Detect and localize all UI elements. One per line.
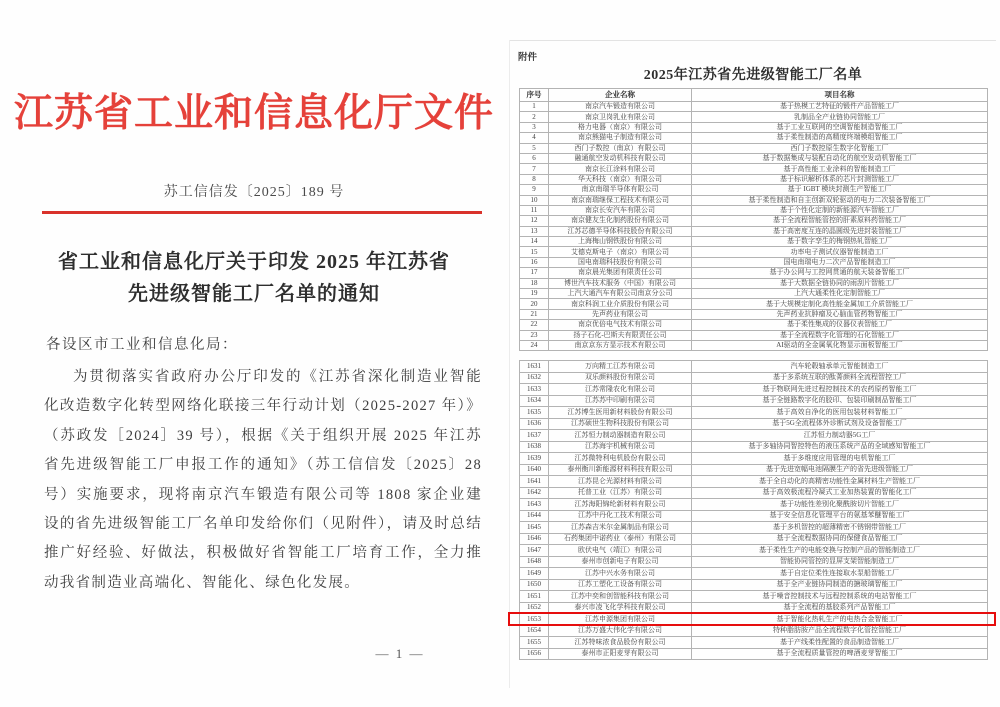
factory-table-top (519, 88, 988, 351)
cell-no: 11 (520, 205, 549, 215)
cell-no: 21 (520, 309, 549, 319)
cell-no: 8 (520, 174, 549, 184)
cell-project: 国电南瑞电力二次产品智能制造工厂 (692, 257, 988, 267)
table-row (520, 257, 988, 267)
cell-project: 基于高效自净化的医用包装材料智能工厂 (692, 407, 988, 419)
cell-project: 基于柔性生产的电能变换与控制产品的智能制造工厂 (692, 545, 988, 557)
cell-no: 1635 (520, 407, 549, 419)
cell-no: 1648 (520, 556, 549, 568)
cell-project: 基于多轴协同智控特色的液压系统产品的全域感知智能工厂 (692, 441, 988, 453)
salutation: 各设区市工业和信息化局： (46, 337, 238, 353)
table-row (520, 174, 988, 184)
table-row (520, 384, 988, 396)
cell-project: 基于全流程的基胶系列产品智能工厂 (692, 602, 988, 614)
cell-project: 基于先进宽幅电池隔膜生产的省先进级智能工厂 (692, 464, 988, 476)
cell-no: 1640 (520, 464, 549, 476)
cell-no: 1634 (520, 395, 549, 407)
page-edge (509, 40, 510, 688)
cell-project: 基于数字孪生的梅钢热轧智能工厂 (692, 237, 988, 247)
cell-project: 基于大规模定制化高性能金属加工介质智能工厂 (692, 299, 988, 309)
cell-company: 江苏海阳锦纶新材料有限公司 (549, 499, 692, 511)
red-divider-rule (42, 211, 482, 214)
table-row (520, 330, 988, 340)
table-row (520, 556, 988, 568)
cell-project: 基于多机智控的超薄精密不锈钢带智能工厂 (692, 522, 988, 534)
cell-company: 万向精工江苏有限公司 (549, 361, 692, 373)
cell-project: 基于高性能工业涂料的智能制造工厂 (692, 164, 988, 174)
document-number: 苏工信信发〔2025〕189 号 (163, 185, 345, 200)
cell-no: 12 (520, 216, 549, 226)
cell-project: 基于全链路数字化的胶印、包装印刷制品智能工厂 (692, 395, 988, 407)
cell-project: 基于 IGBT 模块封测生产智能工厂 (692, 185, 988, 195)
cell-no: 10 (520, 195, 549, 205)
table-row (520, 205, 988, 215)
cell-project: 功率电子测试仪器智能制造工厂 (692, 247, 988, 257)
table-row (520, 226, 988, 236)
cell-project: 基于个性化定制的新能源汽车智能工厂 (692, 205, 988, 215)
cell-project: 汽车轮毂轴承单元智能制造工厂 (692, 361, 988, 373)
cell-no: 1652 (520, 602, 549, 614)
agency-letterhead-title: 江苏省工业和信息化厅文件 (13, 92, 494, 135)
cell-no: 1655 (520, 637, 549, 649)
factory-table-bottom (519, 360, 988, 660)
cell-no: 1646 (520, 533, 549, 545)
cell-project: 基于智能化热轧生产的电热合金智能工厂 (692, 614, 988, 626)
notice-title (24, 246, 484, 310)
attachment-page (508, 0, 1000, 707)
cell-project: 基于安全信息化管理平台的氨基苯醚智能工厂 (692, 510, 988, 522)
table-row (520, 499, 988, 511)
table-row (520, 237, 988, 247)
cell-no: 1654 (520, 625, 549, 637)
table-row (520, 614, 988, 626)
table-row (520, 185, 988, 195)
cell-company: 江苏博生医用新材料股份有限公司 (549, 407, 692, 419)
cell-company: 江苏芯德半导体科技股份有限公司 (549, 226, 692, 236)
table-row (520, 216, 988, 226)
table-header-row (520, 89, 988, 102)
table-row (520, 164, 988, 174)
cell-project: 基于多系统互联的酞菁颜料全流程智控工厂 (692, 372, 988, 384)
cell-company: 南京南瑞继保工程技术有限公司 (549, 195, 692, 205)
attachment-label: 附件 (518, 53, 538, 63)
cell-company: 江苏常隆农化有限公司 (549, 384, 692, 396)
cell-company: 泰兴市凌飞化学科技有限公司 (549, 602, 692, 614)
cell-no: 1637 (520, 430, 549, 442)
page-number: — 1 — (375, 646, 425, 661)
column-header-no: 序号 (520, 89, 549, 102)
cell-no: 1644 (520, 510, 549, 522)
cell-no: 1632 (520, 372, 549, 384)
cell-company: 江苏中奕和创智能科技有限公司 (549, 591, 692, 603)
cell-project: 基于工业互联网的空调智能制造智能工厂 (692, 122, 988, 132)
cell-company: 泰州市正阳麦芽有限公司 (549, 648, 692, 660)
cell-no: 1643 (520, 499, 549, 511)
cell-company: 博世汽车技术服务（中国）有限公司 (549, 278, 692, 288)
cell-project: 基于功能性差别化聚酰胺切片智能工厂 (692, 499, 988, 511)
table-row (520, 320, 988, 330)
cell-company: 江苏特味浓食品股份有限公司 (549, 637, 692, 649)
cell-company: 先声药业有限公司 (549, 309, 692, 319)
cell-no: 22 (520, 320, 549, 330)
cell-company: 双乐颜料股份有限公司 (549, 372, 692, 384)
table-row (520, 510, 988, 522)
cell-company: 托普工业（江苏）有限公司 (549, 487, 692, 499)
cell-no: 2 (520, 112, 549, 122)
table-row (520, 545, 988, 557)
cell-project: 基于全自动化的高精密功能性金属材料生产智能工厂 (692, 476, 988, 488)
cell-no: 15 (520, 247, 549, 257)
cell-project: 基于自定位柔性连接取水泵船智能工厂 (692, 568, 988, 580)
cell-no: 1633 (520, 384, 549, 396)
table-row (520, 579, 988, 591)
table-row (520, 648, 988, 660)
cell-company: 国电南瑞科技股份有限公司 (549, 257, 692, 267)
cell-project: 基于热模工艺特征的锻件产品智能工厂 (692, 102, 988, 112)
table-row (520, 568, 988, 580)
cell-company: 江苏苏中印刷有限公司 (549, 395, 692, 407)
cell-company: 扬子石化-巴斯夫有限责任公司 (549, 330, 692, 340)
cell-project: 基于全流程数据协同的保健食品智能工厂 (692, 533, 988, 545)
table-row (520, 625, 988, 637)
cell-no: 1651 (520, 591, 549, 603)
cell-project: 智能协同管控的显屏支架智能制造工厂 (692, 556, 988, 568)
cell-project: 江苏恒力制动器5G工厂 (692, 430, 988, 442)
cell-no: 1653 (520, 614, 549, 626)
cell-company: 江苏昆仑光源材料有限公司 (549, 476, 692, 488)
cell-company: 西门子数控（南京）有限公司 (549, 143, 692, 153)
table-row (520, 143, 988, 153)
table-row (520, 522, 988, 534)
cell-company: 格力电器（南京）有限公司 (549, 122, 692, 132)
cell-no: 17 (520, 268, 549, 278)
cell-company: 上海梅山钢铁股份有限公司 (549, 237, 692, 247)
table-row (520, 112, 988, 122)
cell-project: 基于产线柔性配置的食品制造智能工厂 (692, 637, 988, 649)
cell-company: 华天科技（南京）有限公司 (549, 174, 692, 184)
cell-company: 南京京东方显示技术有限公司 (549, 340, 692, 350)
cell-project: 基于全流程数字化管理的石化智能工厂 (692, 330, 988, 340)
cell-project: 基于噪音控制技术与远程控制系统的电站智能工厂 (692, 591, 988, 603)
table-row (520, 268, 988, 278)
cell-company: 南京长江涂料有限公司 (549, 164, 692, 174)
cell-project: 乳制品全产业链协同智能工厂 (692, 112, 988, 122)
cell-company: 南京熊猫电子制造有限公司 (549, 133, 692, 143)
cell-no: 1639 (520, 453, 549, 465)
cell-no: 1641 (520, 476, 549, 488)
cell-no: 1638 (520, 441, 549, 453)
cell-company: 欧伏电气（靖江）有限公司 (549, 545, 692, 557)
table-row (520, 372, 988, 384)
cell-company: 江苏中丹化工技术有限公司 (549, 510, 692, 522)
cell-company: 南京卫岗乳业有限公司 (549, 112, 692, 122)
cell-company: 江苏万盛大伟化学有限公司 (549, 625, 692, 637)
table-row (520, 418, 988, 430)
cell-project: 基于全流程质量管控的啤酒麦芽智能工厂 (692, 648, 988, 660)
cell-project: AI驱动的全金属氧化物显示面板智能工厂 (692, 340, 988, 350)
cell-project: 基于柔性制造和自主创新双轮驱动的电力二次装备智能工厂 (692, 195, 988, 205)
cell-company: 南京南瑞半导体有限公司 (549, 185, 692, 195)
table-row (520, 278, 988, 288)
table-row (520, 464, 988, 476)
table-row (520, 441, 988, 453)
table-row (520, 476, 988, 488)
cell-project: 基于全产业链协同制造的搪玻璃智能工厂 (692, 579, 988, 591)
cell-company: 江苏硕世生物科技股份有限公司 (549, 418, 692, 430)
cell-no: 1631 (520, 361, 549, 373)
cell-company: 艾德克斯电子（南京）有限公司 (549, 247, 692, 257)
cell-company: 江苏森吉米尔金属制品有限公司 (549, 522, 692, 534)
table-row (520, 602, 988, 614)
notice-title-line2: 先进级智能工厂名单的通知 (128, 283, 380, 305)
cell-no: 13 (520, 226, 549, 236)
page-edge (510, 40, 996, 41)
table-row (520, 430, 988, 442)
cell-project: 西门子数控原生数字化智能工厂 (692, 143, 988, 153)
column-header-project: 项目名称 (692, 89, 988, 102)
cell-project: 基于大数据全链协同的雨刮片智能工厂 (692, 278, 988, 288)
cell-company: 泰州衡川新能源材料科技有限公司 (549, 464, 692, 476)
table-row (520, 247, 988, 257)
cell-no: 14 (520, 237, 549, 247)
table-row (520, 122, 988, 132)
cell-no: 7 (520, 164, 549, 174)
cell-project: 特种脂肪胺产品全流程数字化管控智能工厂 (692, 625, 988, 637)
cell-no: 16 (520, 257, 549, 267)
cell-company: 石药集团中诺药业（泰州）有限公司 (549, 533, 692, 545)
body-paragraph: 为贯彻落实省政府办公厅印发的《江苏省深化制造业智能化改造数字化转型网络化联接三年行动计划（2025-2027 年）》（苏政发［2024］39 号），根据《关于组织开展 2025 年江苏省先进级智能工厂申报工作的通知》（苏工信信发〔2025〕28 号）实施要求，现将南京汽车锻造有限公司等 1808 家企业建设的省先进级智能工厂名单印发给你们（见附件），请及时总结推广好经验、好做法，积极做好省智能工厂培育工作，全力推动我省制造业高端化、智能化、绿色化发展。 (44, 369, 482, 591)
table-row (520, 591, 988, 603)
cell-project: 基于标识解析体系的芯片封测智能工厂 (692, 174, 988, 184)
table-row (520, 195, 988, 205)
cell-project: 基于物联网先进过程控制技术的农药原药智能工厂 (692, 384, 988, 396)
cell-project: 先声药业抗肿瘤及心脑血管药物智能工厂 (692, 309, 988, 319)
cell-company: 泰州市创新电子有限公司 (549, 556, 692, 568)
cell-project: 基于柔性集成的仪器仪表智能工厂 (692, 320, 988, 330)
table-row (520, 299, 988, 309)
table-row (520, 407, 988, 419)
cell-project: 基于数据集成与装配自动化的航空发动机智能工厂 (692, 153, 988, 163)
table-row (520, 637, 988, 649)
table-row (520, 361, 988, 373)
cell-no: 4 (520, 133, 549, 143)
cell-company: 南京晨光集团有限责任公司 (549, 268, 692, 278)
cell-project: 基于高密度互连的晶圆级先进封装智能工厂 (692, 226, 988, 236)
column-header-company: 企业名称 (549, 89, 692, 102)
cell-no: 1650 (520, 579, 549, 591)
cell-no: 1647 (520, 545, 549, 557)
cell-no: 23 (520, 330, 549, 340)
cell-project: 基于全流程智能管控的肝素原料药智能工厂 (692, 216, 988, 226)
table-row (520, 453, 988, 465)
cell-no: 3 (520, 122, 549, 132)
cell-company: 南京健友生化制药股份有限公司 (549, 216, 692, 226)
cell-company: 江苏中兴水务有限公司 (549, 568, 692, 580)
cell-project: 基于办公网与工控网贯通的航天装备智能工厂 (692, 268, 988, 278)
table-row (520, 340, 988, 350)
cell-no: 20 (520, 299, 549, 309)
table-row (520, 487, 988, 499)
cell-company: 上汽大通汽车有限公司南京分公司 (549, 289, 692, 299)
table-row (520, 533, 988, 545)
cell-project: 基于柔性制造的高精度终端模组智能工厂 (692, 133, 988, 143)
cell-company: 江苏微特利电机股份有限公司 (549, 453, 692, 465)
cell-no: 9 (520, 185, 549, 195)
cell-no: 5 (520, 143, 549, 153)
cell-company: 南京优倍电气技术有限公司 (549, 320, 692, 330)
cell-no: 1636 (520, 418, 549, 430)
cell-no: 24 (520, 340, 549, 350)
table-row (520, 133, 988, 143)
cell-no: 19 (520, 289, 549, 299)
table-row (520, 153, 988, 163)
cell-company: 江苏恒力制动器制造有限公司 (549, 430, 692, 442)
cell-no: 1656 (520, 648, 549, 660)
table-row (520, 309, 988, 319)
cell-project: 基于多维度应用管理的电机智能工厂 (692, 453, 988, 465)
table-row (520, 102, 988, 112)
cell-no: 1649 (520, 568, 549, 580)
notice-title-line1: 省工业和信息化厅关于印发 2025 年江苏省 (58, 251, 450, 273)
cell-project: 基于高效极流程冷凝式工业加热装置的智能化工厂 (692, 487, 988, 499)
cell-company: 江苏申源集团有限公司 (549, 614, 692, 626)
cell-no: 1645 (520, 522, 549, 534)
cell-company: 融通航空发动机科技有限公司 (549, 153, 692, 163)
cell-company: 南京长安汽车有限公司 (549, 205, 692, 215)
table-row (520, 289, 988, 299)
cell-company: 江苏工塑化工设备有限公司 (549, 579, 692, 591)
cell-company: 江苏海宇机械有限公司 (549, 441, 692, 453)
cell-project: 上汽大通柔性化定制智能工厂 (692, 289, 988, 299)
cell-project: 基于5G全流程体外诊断试剂及设备智能工厂 (692, 418, 988, 430)
cell-company: 南京科润工业介质股份有限公司 (549, 299, 692, 309)
table-row (520, 395, 988, 407)
cell-no: 1 (520, 102, 549, 112)
table-title: 2025年江苏省先进级智能工厂名单 (643, 68, 863, 83)
cell-no: 6 (520, 153, 549, 163)
cell-company: 南京汽车锻造有限公司 (549, 102, 692, 112)
cell-no: 18 (520, 278, 549, 288)
cell-no: 1642 (520, 487, 549, 499)
